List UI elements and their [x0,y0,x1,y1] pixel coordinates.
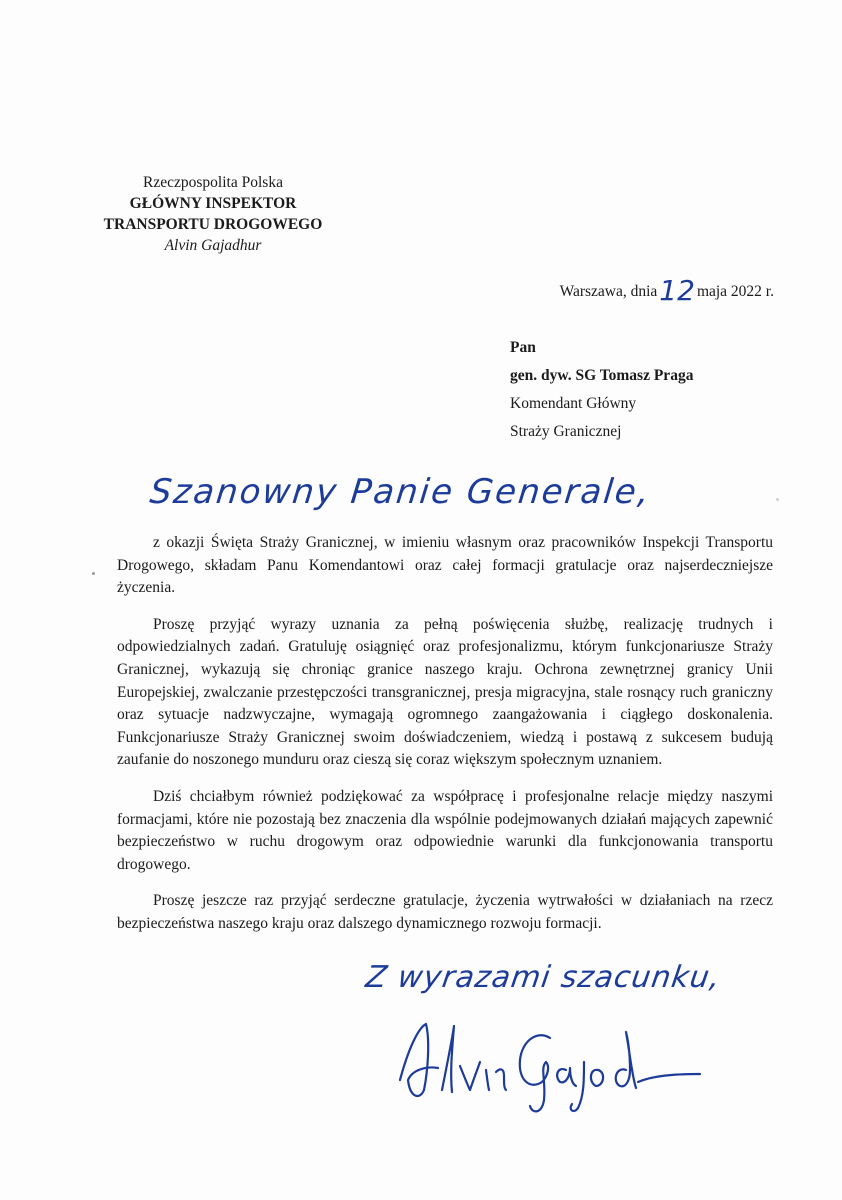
body-paragraph-4: Proszę jeszcze raz przyjąć serdeczne gratulacje, życzenia wytrwałości w działaniach na rzecz bezpieczeństwa naszego kraju oraz dalszego dynamicznego rozwoju formacji. [117,892,773,932]
body-paragraph-2: Proszę przyjąć wyrazy uznania za pełną poświęcenia służbę, realizację trudnych i odpowiedzialnych zadań. Gratuluję osiągnięć oraz profesjonalizmu, którym funkcjonariusze Straży Granicznej, wykazują się chroniąc granice naszego kraju. Ochrona zewnętrznej granicy Unii Europejskiej, zwalczanie przestępczości transgranicznej, presja migracyjna, stale rosnący ruch graniczny oraz sytuacje nadzwyczajne, wymagają ogromnego zaangażowania i ciągłego doskonalenia. Funkcjonariusze Straży Granicznej swoim doświadczeniem, wiedzą i postawą z sukcesem budują zaufanie do noszonego munduru oraz cieszą się coraz większym społecznym uznaniem. [117,615,773,769]
recipient-salutation-word: Pan [510,339,536,356]
sender-office-line2: TRANSPORTU DROGOWEGO [103,216,323,233]
handwritten-salutation: Szanowny Panie Generale, [147,472,653,512]
body-paragraph-1: z okazji Święta Straży Granicznej, w imieniu własnym oraz pracowników Inspekcji Transportu Drogowego, składam Panu Komendantowi oraz całej formacji gratulacje oraz najserdeczniejsze życzenia. [117,534,773,597]
date-prefix: Warszawa, dnia [559,283,658,300]
letter-date [559,270,774,307]
date-suffix: maja 2022 r. [696,283,774,300]
recipient-organization: Straży Granicznej [510,423,622,440]
sender-country: Rzeczpospolita Polska [143,174,283,191]
paper-speck [776,498,779,501]
date-day-handwritten: 12 [659,274,695,307]
sender-name: Alvin Gajadhur [164,237,262,254]
handwritten-signature [390,1010,710,1120]
handwritten-closing: Z wyrazami szacunku, [363,960,723,995]
recipient-name: gen. dyw. SG Tomasz Praga [510,367,694,384]
sender-office-line1: GŁÓWNY INSPEKTOR [129,195,297,212]
recipient-block [510,334,693,446]
paper-speck [92,572,95,575]
body-paragraph-3: Dziś chciałbym również podziękować za współpracę i profesjonalne relacje między naszymi formacjami, które nie pozostają bez znaczenia dla wspólnie podejmowanych działań mających zapewnić bezpieczeństwo w ruchu drogowym oraz odpowiednie warunki dla funkcjonowania transportu drogowego. [117,787,773,873]
recipient-title: Komendant Główny [510,395,637,412]
letter-body [117,532,773,950]
sender-header [88,172,338,256]
